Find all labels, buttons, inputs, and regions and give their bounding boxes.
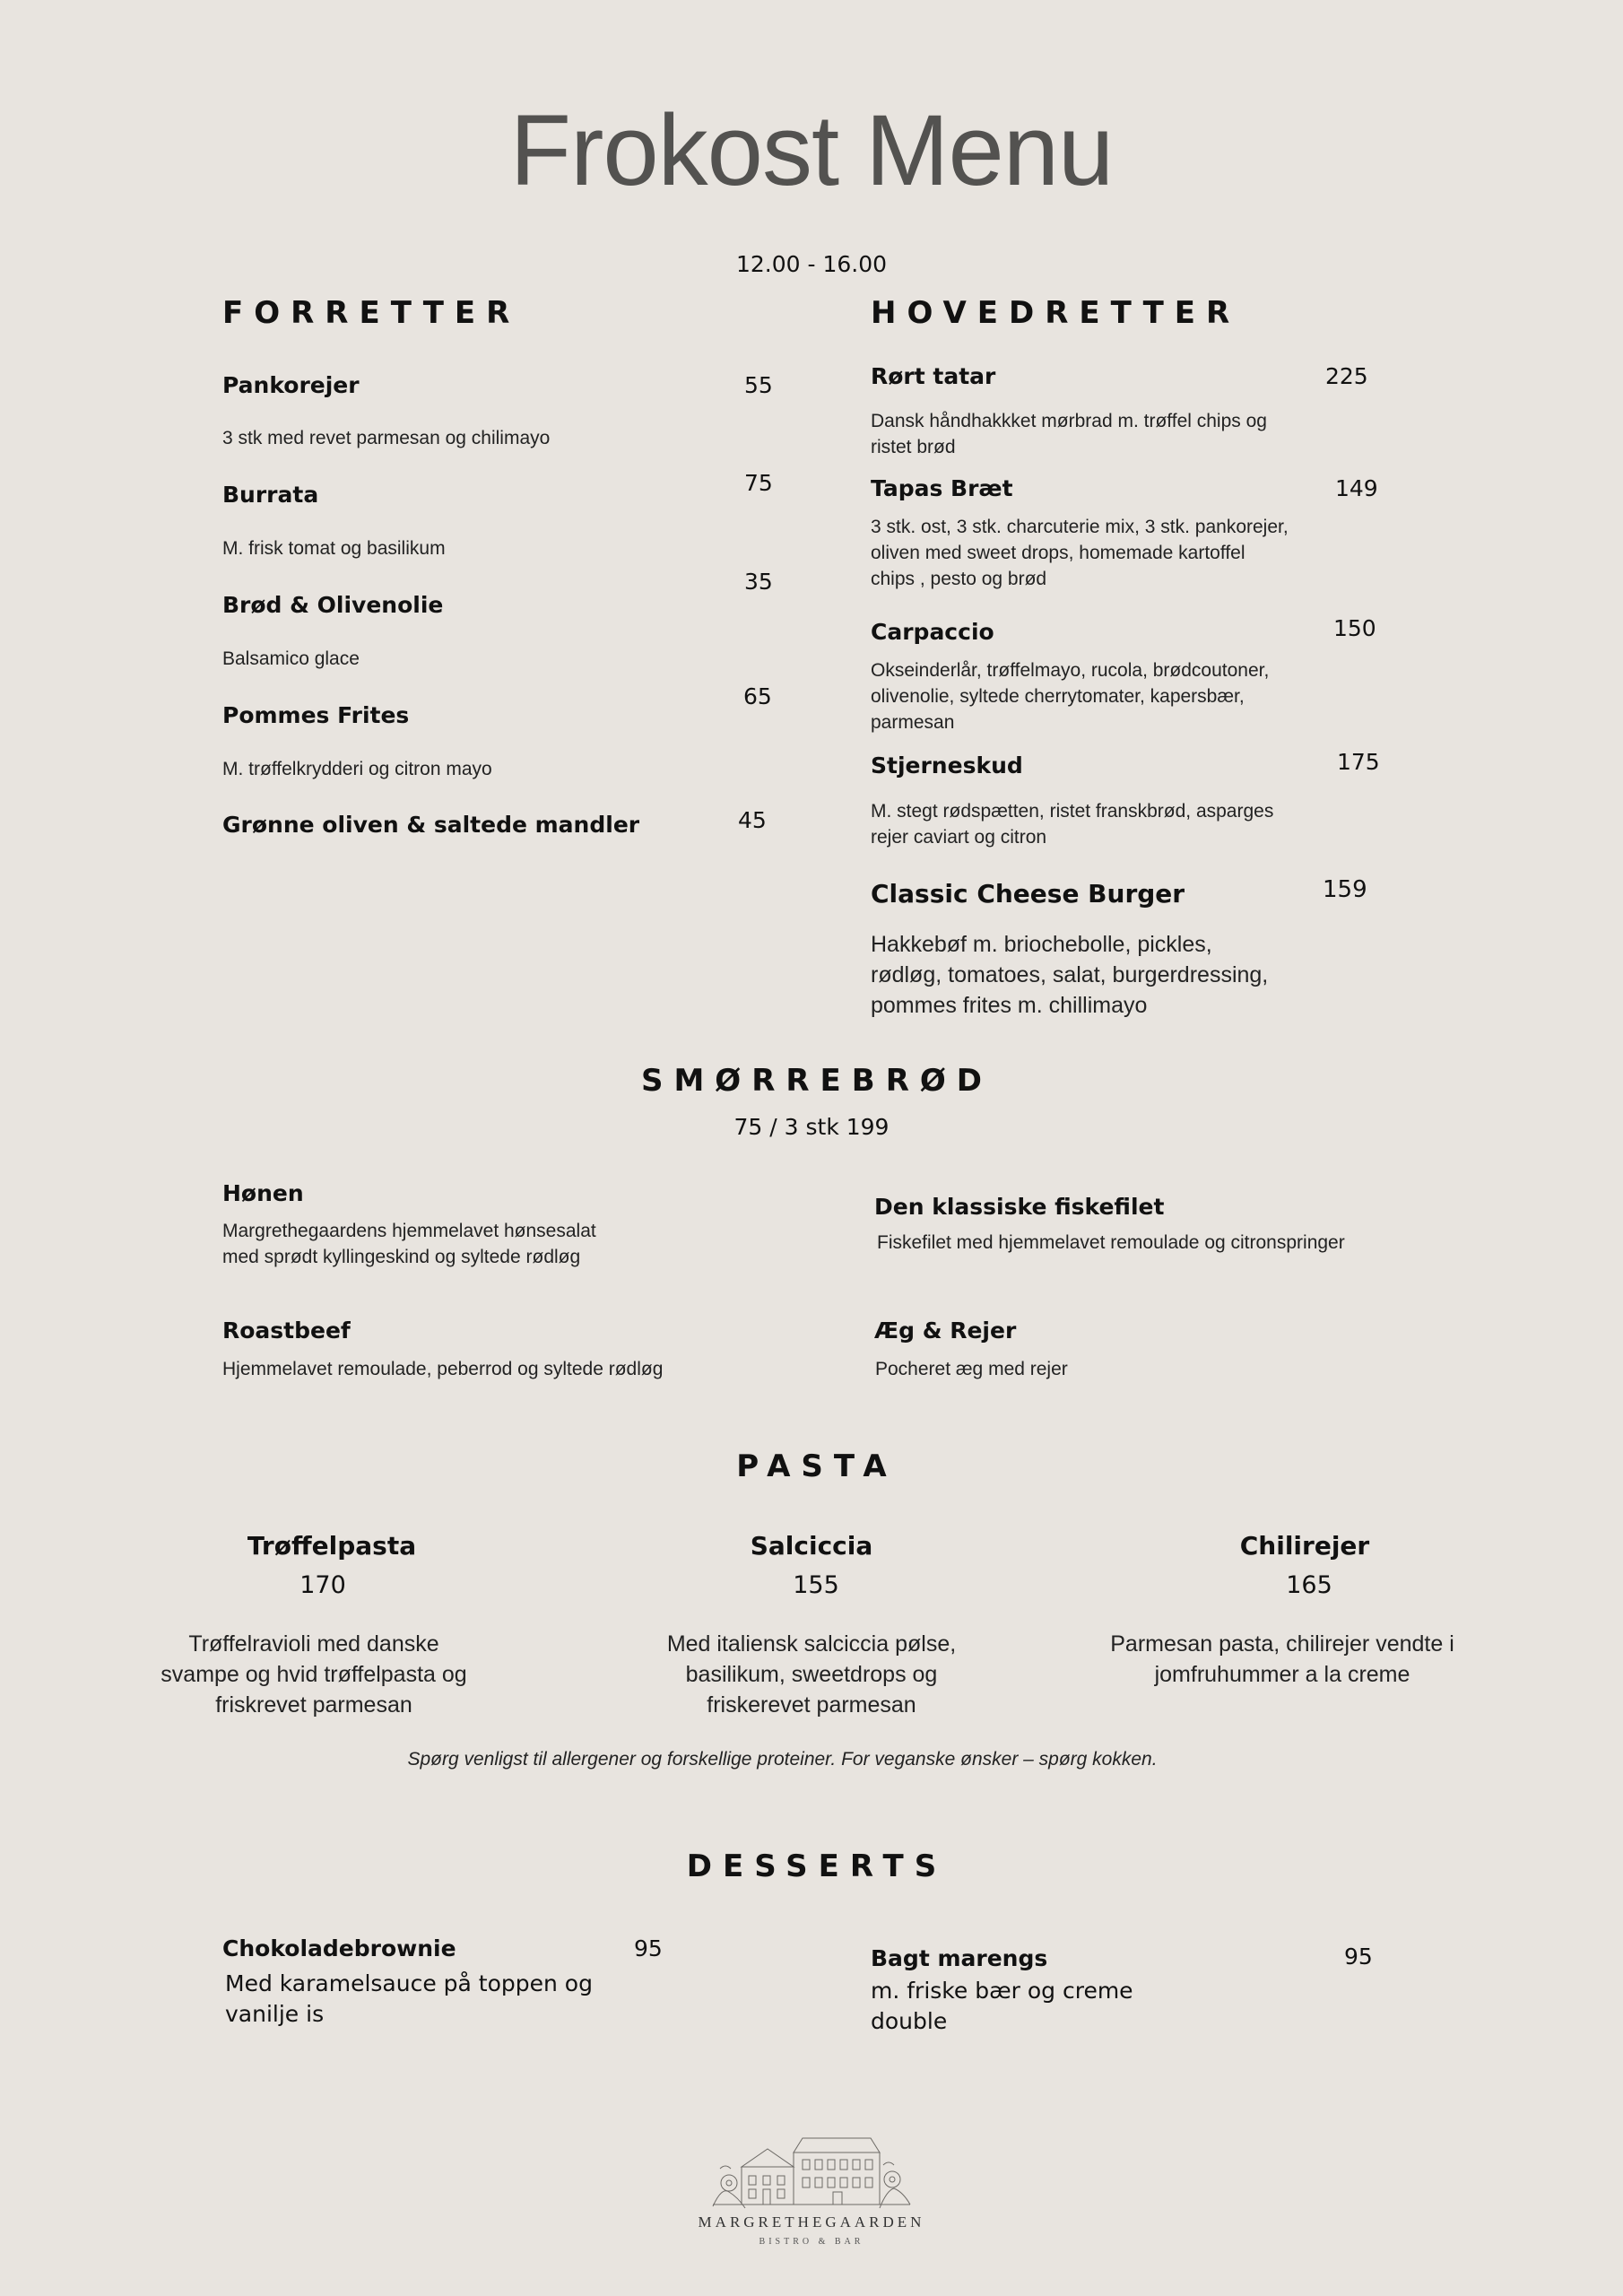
- dessert-item-name: Bagt marengs: [871, 1945, 1048, 1971]
- allergen-note: Spørg venligst til allergener og forskellige proteiner. For veganske ønsker – spørg kokken.: [407, 1749, 1158, 1770]
- menu-item-name: Brød & Olivenolie: [222, 592, 444, 618]
- desserts-heading: DESSERTS: [686, 1848, 948, 1884]
- menu-item-price: 35: [744, 569, 773, 595]
- logo-illustration: [704, 2133, 919, 2210]
- menu-item-desc: Okseinderlår, trøffelmayo, rucola, brødcoutoner, olivenolie, syltede cherrytomater, kapersbær, parmesan: [871, 660, 1270, 733]
- menu-item-price: 65: [743, 683, 772, 709]
- pasta-item-name: Trøffelpasta: [247, 1531, 417, 1561]
- menu-item-name: Stjerneskud: [871, 752, 1023, 778]
- smorrebrod-item-desc: Margrethegaardens hjemmelavet hønsesalat med sprødt kyllingeskind og syltede rødløg: [222, 1221, 596, 1267]
- menu-item-desc: Dansk håndhakkket mørbrad m. trøffel chips og ristet brød: [871, 411, 1267, 457]
- menu-item-name: Rørt tatar: [871, 363, 996, 389]
- smorrebrod-item-name: Æg & Rejer: [874, 1318, 1017, 1344]
- menu-item-name: Burrata: [222, 482, 319, 508]
- dessert-item-desc: Med karamelsauce på toppen og vanilje is: [225, 1970, 593, 2027]
- smorrebrod-item-desc: Hjemmelavet remoulade, peberrod og syltede rødløg: [222, 1359, 664, 1379]
- menu-item-price: 149: [1335, 475, 1378, 501]
- smorrebrod-item-desc: Pocheret æg med rejer: [875, 1359, 1068, 1379]
- pasta-item-name: Chilirejer: [1239, 1531, 1370, 1561]
- menu-item-desc: 3 stk med revet parmesan og chilimayo: [222, 428, 551, 448]
- smorrebrod-item-desc: Fiskefilet med hjemmelavet remoulade og citronspringer: [877, 1232, 1345, 1253]
- menu-item-name: Tapas Bræt: [871, 475, 1013, 501]
- pasta-item-desc: Trøffelravioli med danske svampe og hvid trøffelpasta og friskrevet parmesan: [161, 1631, 467, 1718]
- logo-subtitle: BISTRO & BAR: [759, 2237, 864, 2247]
- smorrebrod-heading: SMØRREBRØD: [640, 1063, 994, 1099]
- smorrebrod-price: 75 / 3 stk 199: [733, 1114, 890, 1140]
- menu-item-price: 150: [1333, 615, 1376, 641]
- smorrebrod-item-name: Hønen: [222, 1180, 304, 1206]
- menu-item-price: 45: [738, 807, 767, 833]
- menu-item-name: Carpaccio: [871, 619, 994, 645]
- dessert-item-name: Chokoladebrownie: [222, 1935, 456, 1961]
- menu-item-price: 159: [1323, 876, 1367, 903]
- forretter-heading: FORRETTER: [222, 295, 521, 331]
- opening-hours: 12.00 - 16.00: [735, 251, 888, 277]
- smorrebrod-item-name: Den klassiske fiskefilet: [874, 1194, 1165, 1220]
- menu-item-name: Pankorejer: [222, 372, 360, 398]
- menu-item-name: Grønne oliven & saltede mandler: [222, 812, 640, 838]
- pasta-item-desc: Parmesan pasta, chilirejer vendte i jomfruhummer a la creme: [1110, 1631, 1454, 1687]
- menu-item-price: 225: [1325, 363, 1368, 389]
- smorrebrod-item-name: Roastbeef: [222, 1318, 351, 1344]
- pasta-heading: PASTA: [736, 1448, 898, 1484]
- menu-item-price: 75: [744, 470, 773, 496]
- pasta-item-desc: Med italiensk salciccia pølse, basilikum, sweetdrops og friskerevet parmesan: [666, 1631, 957, 1718]
- menu-item-desc: M. trøffelkrydderi og citron mayo: [222, 759, 492, 779]
- pasta-item-price: 165: [1286, 1571, 1332, 1599]
- pasta-item-price: 155: [793, 1571, 839, 1599]
- pasta-item-name: Salciccia: [750, 1531, 873, 1561]
- pasta-item-price: 170: [299, 1571, 346, 1599]
- menu-item-desc: M. stegt rødspætten, ristet franskbrød, asparges rejer caviart og citron: [871, 801, 1274, 848]
- page-title: Frokost Menu: [509, 94, 1114, 206]
- menu-item-desc: 3 stk. ost, 3 stk. charcuterie mix, 3 stk. pankorejer, oliven med sweet drops, homemade kartoffel chips , pesto og brød: [871, 517, 1289, 589]
- menu-item-desc: M. frisk tomat og basilikum: [222, 538, 446, 559]
- dessert-item-price: 95: [634, 1935, 663, 1961]
- hovedretter-heading: HOVEDRETTER: [871, 295, 1241, 331]
- logo-name: MARGRETHEGAARDEN: [698, 2213, 925, 2231]
- dessert-item-desc: m. friske bær og creme double: [871, 1978, 1133, 2034]
- menu-item-name: Classic Cheese Burger: [871, 879, 1185, 909]
- menu-item-price: 175: [1337, 749, 1380, 775]
- menu-item-price: 55: [744, 372, 773, 398]
- menu-item-desc: Balsamico glace: [222, 648, 360, 669]
- dessert-item-price: 95: [1344, 1944, 1373, 1970]
- menu-item-desc: Hakkebøf m. briochebolle, pickles, rødløg, tomatoes, salat, burgerdressing, pommes frites m. chillimayo: [871, 932, 1269, 1018]
- menu-item-name: Pommes Frites: [222, 702, 410, 728]
